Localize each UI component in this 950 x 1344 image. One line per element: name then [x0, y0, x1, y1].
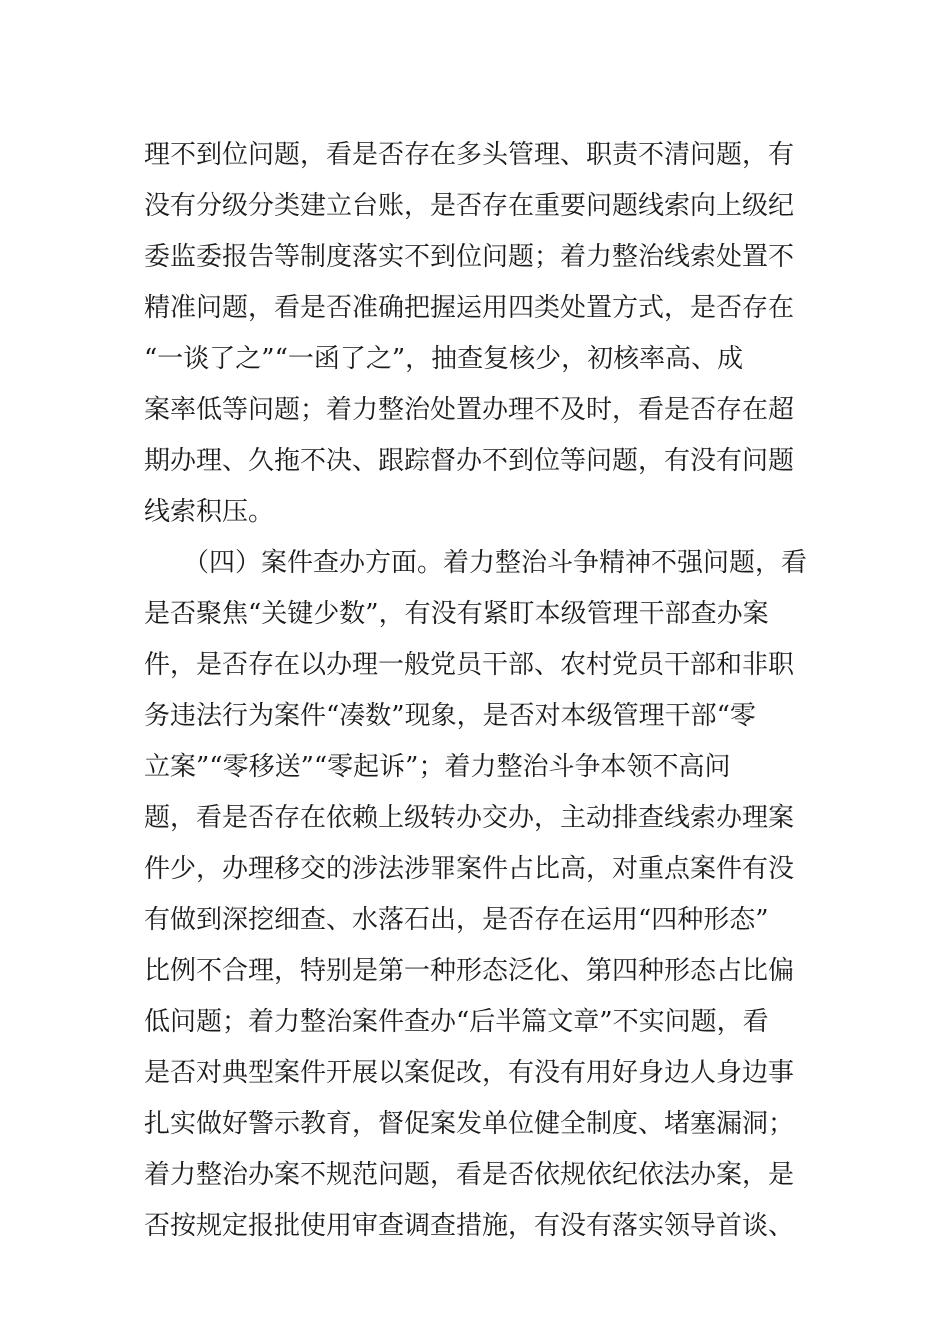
text-line-15: 件少，办理移交的涉法涉罪案件占比高，对重点案件有没 [144, 854, 795, 884]
text-line-22: 否按规定报批使用审查调查措施，有没有落实领导首谈、 [144, 1211, 795, 1241]
text-line-14: 题，看是否存在依赖上级转办交办，主动排查线索办理案 [144, 803, 795, 833]
text-line-13: 立案”“零移送”“零起诉”；着力整治斗争本领不高问 [144, 752, 731, 782]
text-line-5: “一谈了之”“一函了之”，抽查复核少，初核率高、成 [144, 344, 744, 374]
text-line-20: 扎实做好警示教育，督促案发单位健全制度、堵塞漏洞； [144, 1109, 795, 1139]
text-line-12: 务违法行为案件“凑数”现象，是否对本级管理干部“零 [144, 701, 756, 731]
text-line-11: 件，是否存在以办理一般党员干部、农村党员干部和非职 [144, 650, 795, 680]
text-line-16: 有做到深挖细查、水落石出，是否存在运用“四种形态” [144, 905, 769, 935]
text-line-9: （四）案件查办方面。着力整治斗争精神不强问题，看 [144, 548, 808, 578]
body-text [144, 130, 824, 1252]
text-line-19: 是否对典型案件开展以案促改，有没有用好身边人身边事 [144, 1058, 795, 1088]
text-line-2: 没有分级分类建立台账，是否存在重要问题线索向上级纪 [144, 191, 795, 221]
text-line-8: 线索积压。 [144, 497, 275, 527]
text-line-17: 比例不合理，特别是第一种形态泛化、第四种形态占比偏 [144, 956, 795, 986]
text-line-7: 期办理、久拖不决、跟踪督办不到位等问题，有没有问题 [144, 446, 795, 476]
text-line-18: 低问题；着力整治案件查办“后半篇文章”不实问题，看 [144, 1007, 769, 1037]
text-line-6: 案率低等问题；着力整治处置办理不及时，看是否存在超 [144, 395, 795, 425]
text-line-1: 理不到位问题，看是否存在多头管理、职责不清问题，有 [144, 140, 795, 170]
text-line-3: 委监委报告等制度落实不到位问题；着力整治线索处置不 [144, 242, 795, 272]
text-line-4: 精准问题，看是否准确把握运用四类处置方式，是否存在 [144, 293, 795, 323]
text-line-21: 着力整治办案不规范问题，看是否依规依纪依法办案，是 [144, 1160, 795, 1190]
text-line-10: 是否聚焦“关键少数”，有没有紧盯本级管理干部查办案 [144, 599, 769, 629]
